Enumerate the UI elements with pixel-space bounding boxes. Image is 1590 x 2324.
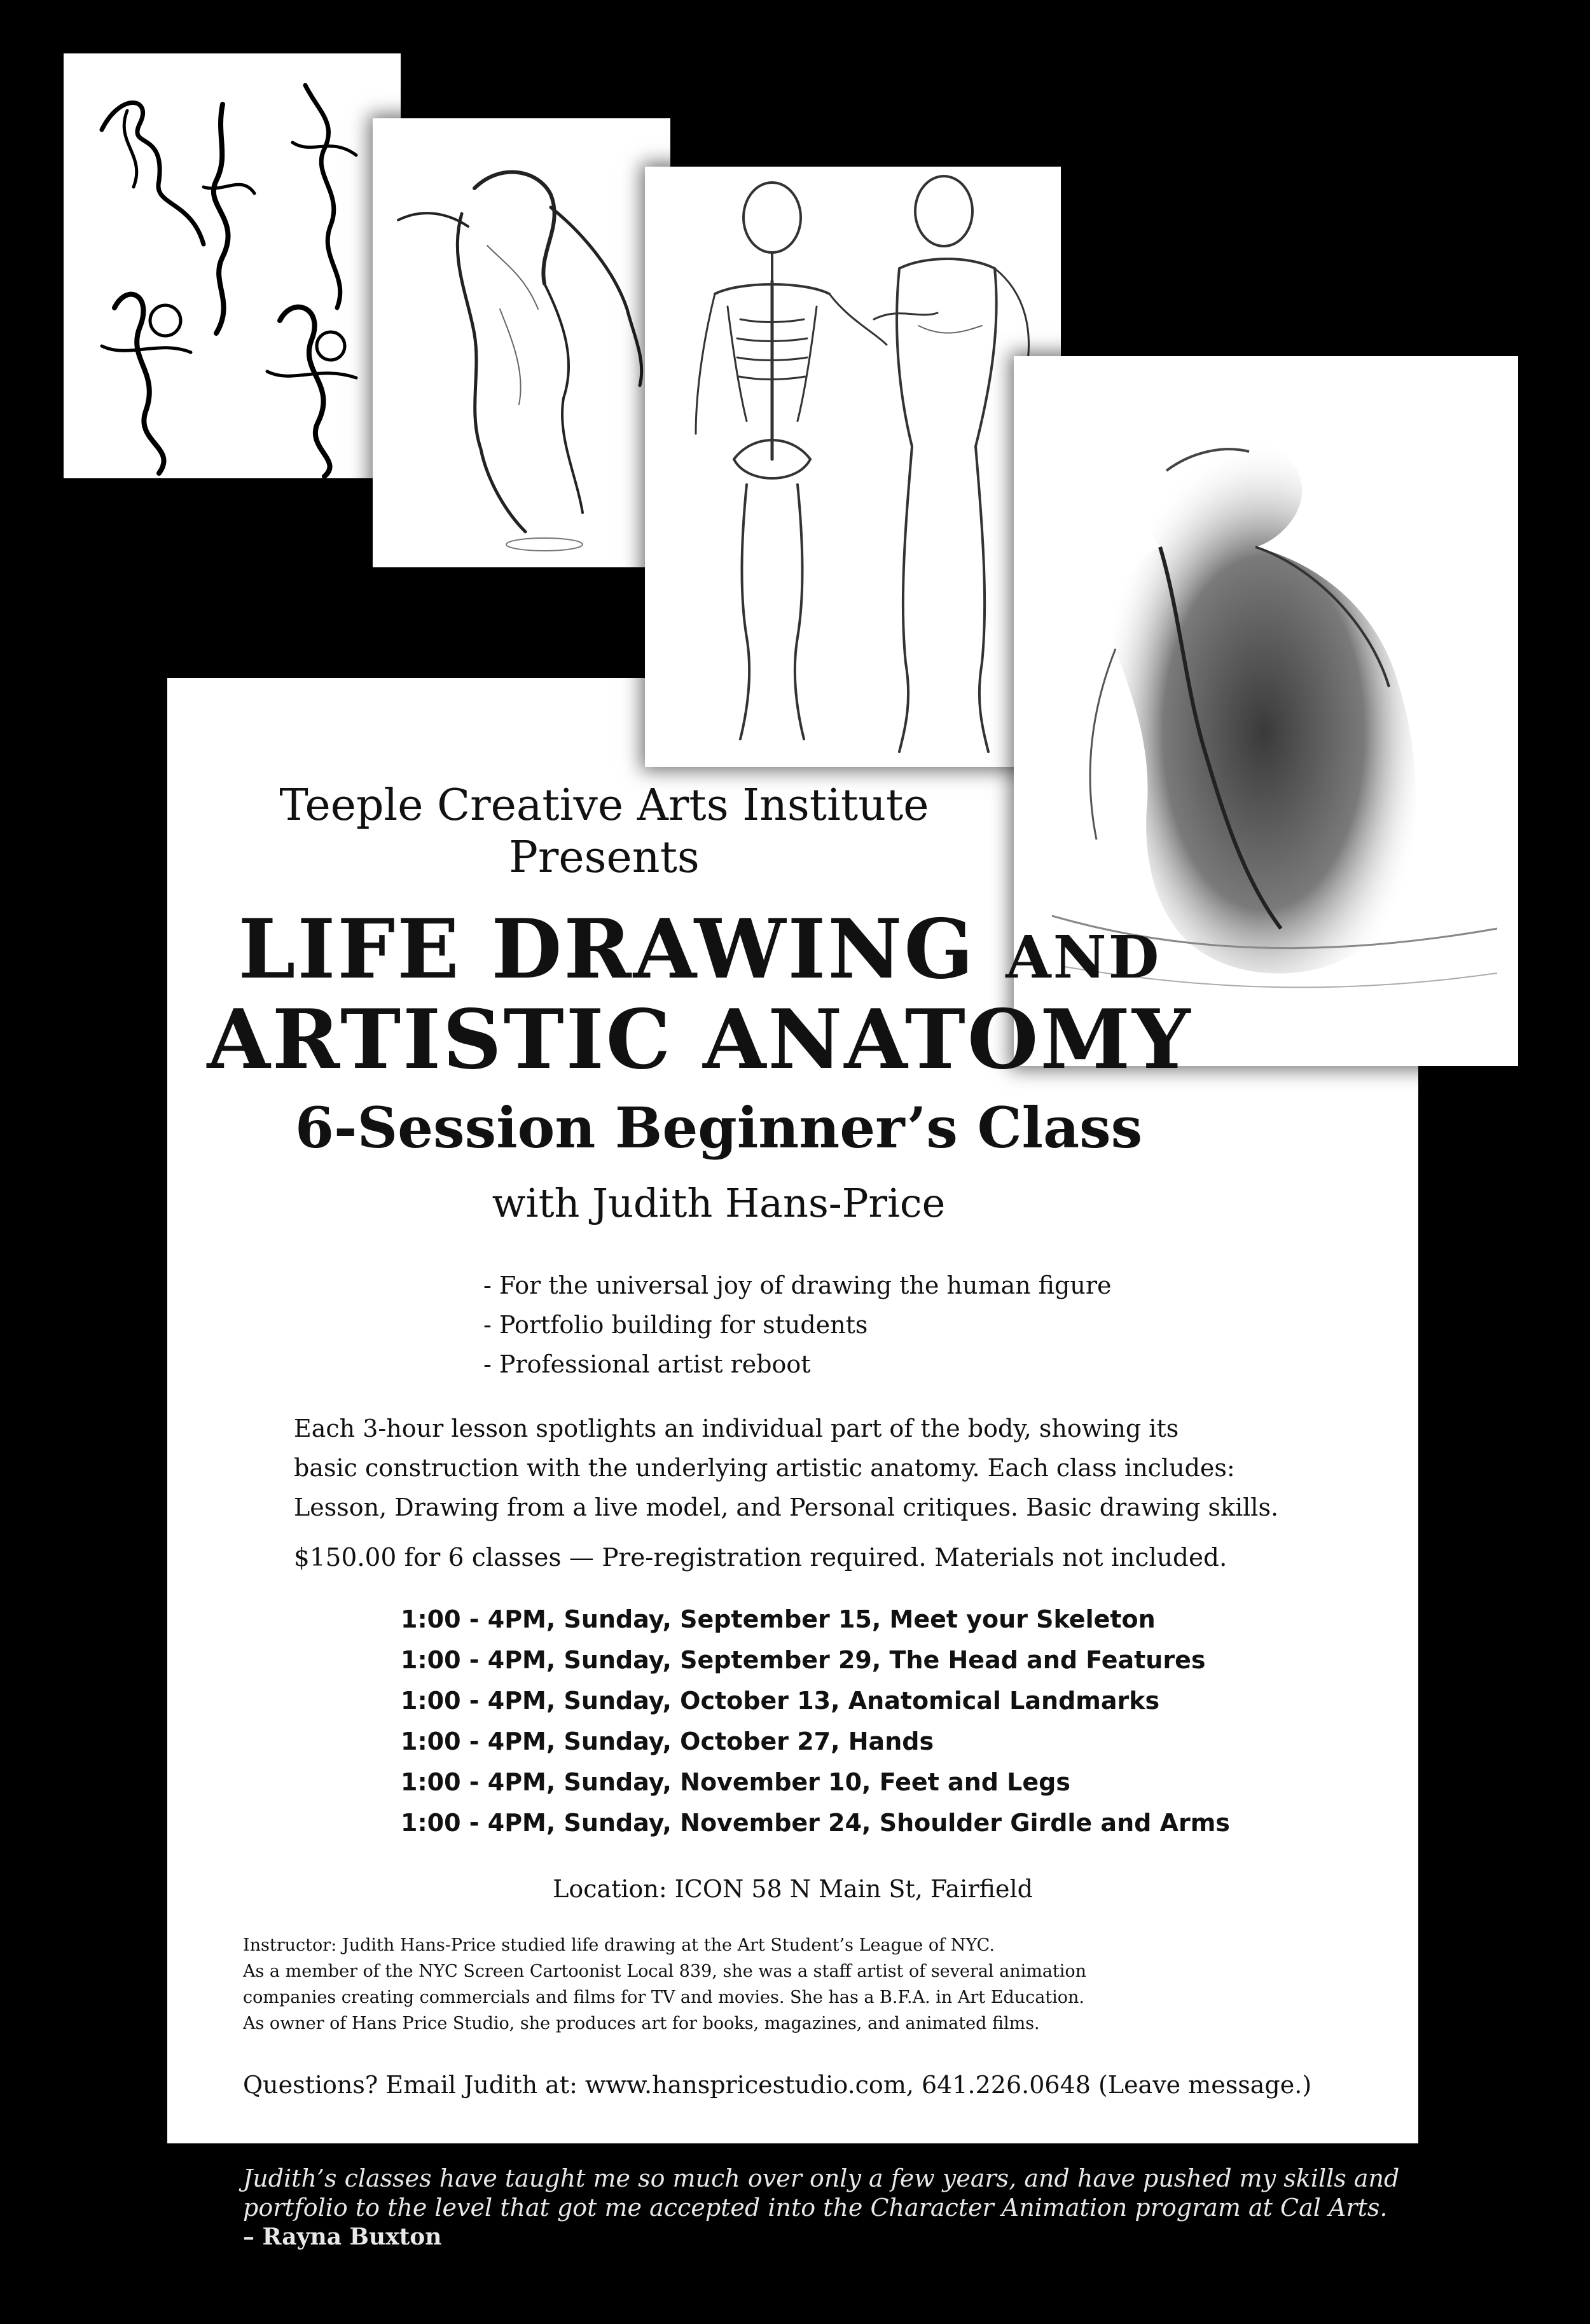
organization-line-1: Teeple Creative Arts Institute [279, 780, 929, 831]
testimonial-author: – Rayna Buxton [243, 2224, 442, 2250]
schedule-when: 1:00 - 4PM, Sunday, October 27 [401, 1727, 831, 1755]
description-line: basic construction with the underlying artistic anatomy. Each class includes: [294, 1454, 1235, 1482]
bio-line: As owner of Hans Price Studio, she produces art for books, magazines, and animated films. [243, 2014, 1040, 2033]
organization-name [127, 780, 1081, 884]
schedule-when: 1:00 - 4PM, Sunday, September 15 [401, 1605, 872, 1633]
location-line: Location: ICON 58 N Main St, Fairfield [553, 1875, 1033, 1903]
schedule-item: 1:00 - 4PM, Sunday, October 13, Anatomical Landmarks [401, 1687, 1160, 1715]
schedule-topic: Anatomical Landmarks [848, 1687, 1160, 1715]
contact-line: Questions? Email Judith at: www.hanspricestudio.com, 641.226.0648 (Leave message.) [243, 2071, 1312, 2099]
schedule-topic: The Head and Features [889, 1646, 1206, 1674]
class-subtitle: 6-Session Beginner’s Class [294, 1095, 1143, 1161]
schedule-when: 1:00 - 4PM, Sunday, November 10 [401, 1768, 862, 1796]
schedule-topic: Shoulder Girdle and Arms [879, 1809, 1230, 1837]
organization-line-2: Presents [509, 833, 700, 883]
schedule-item: 1:00 - 4PM, Sunday, October 27, Hands [401, 1727, 934, 1755]
description-line: Lesson, Drawing from a live model, and Personal critiques. Basic drawing skills. [294, 1493, 1279, 1521]
benefit-item: - Professional artist reboot [483, 1350, 811, 1378]
schedule-when: 1:00 - 4PM, Sunday, September 29 [401, 1646, 872, 1674]
schedule-list [401, 1599, 1230, 1843]
instructor-bio [243, 1932, 1388, 2037]
class-description [294, 1409, 1375, 1527]
testimonial-quote [243, 2164, 1451, 2222]
benefit-item: - For the universal joy of drawing the human figure [483, 1271, 1112, 1299]
title-line-1 [102, 902, 1297, 1005]
testimonial-line: Judith’s classes have taught me so much over only a few years, and have pushed my skills and [243, 2164, 1400, 2192]
description-line: Each 3-hour lesson spotlights an individual part of the body, showing its [294, 1414, 1179, 1442]
benefits-list [483, 1266, 1111, 1384]
bio-line: Instructor: Judith Hans-Price studied life drawing at the Art Student’s League of NYC. [243, 1935, 995, 1955]
gesture-figures-icon [64, 53, 401, 478]
schedule-when: 1:00 - 4PM, Sunday, November 24 [401, 1809, 862, 1837]
benefit-item: - Portfolio building for students [483, 1311, 868, 1339]
bio-line: As a member of the NYC Screen Cartoonist Local 839, she was a staff artist of several animation [243, 1961, 1087, 1981]
figure-sketch-icon [373, 118, 670, 567]
price-line: $150.00 for 6 classes — Pre-registration required. Materials not included. [294, 1544, 1227, 1572]
schedule-when: 1:00 - 4PM, Sunday, October 13 [401, 1687, 831, 1715]
schedule-topic: Hands [848, 1727, 934, 1755]
schedule-item: 1:00 - 4PM, Sunday, September 29, The Head and Features [401, 1646, 1206, 1674]
title-line-1-main: LIFE DRAWING [238, 902, 976, 997]
instructor-line: with Judith Hans-Price [492, 1180, 946, 1226]
title-line-1-and: AND [1006, 923, 1161, 992]
schedule-item: 1:00 - 4PM, Sunday, November 10, Feet and Legs [401, 1768, 1070, 1796]
schedule-item: 1:00 - 4PM, Sunday, September 15, Meet your Skeleton [401, 1605, 1156, 1633]
bio-line: companies creating commercials and films for TV and movies. She has a B.F.A. in Art Education. [243, 1988, 1085, 2007]
schedule-topic: Meet your Skeleton [889, 1605, 1156, 1633]
title-line-2: ARTISTIC ANATOMY [207, 992, 1192, 1088]
testimonial-line: portfolio to the level that got me accepted into the Character Animation program at Cal Arts. [243, 2194, 1388, 2222]
schedule-topic: Feet and Legs [879, 1768, 1070, 1796]
skeleton-muscle-anatomy-icon [645, 167, 1061, 767]
schedule-item: 1:00 - 4PM, Sunday, November 24, Shoulder Girdle and Arms [401, 1809, 1230, 1837]
